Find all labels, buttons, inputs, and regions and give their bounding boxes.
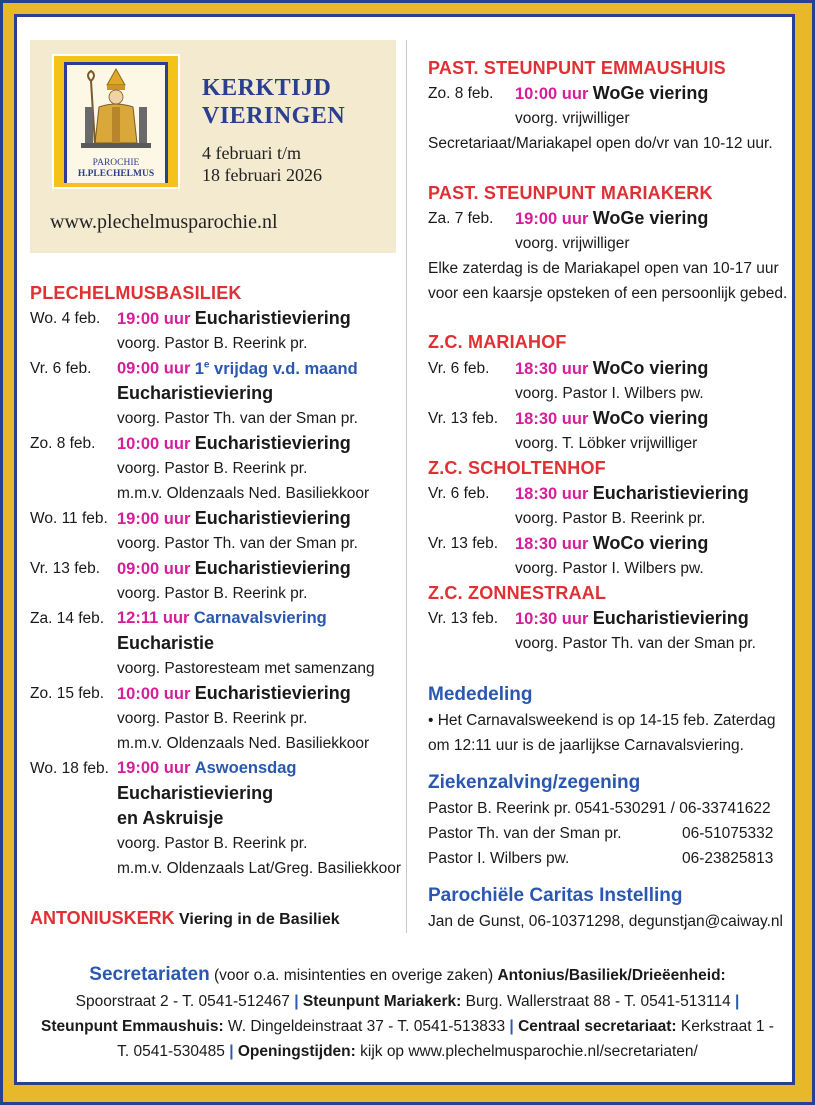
footer-line1	[30, 964, 785, 986]
ziekenzalving-title: Ziekenzalving/zegening	[428, 772, 641, 793]
event-line	[515, 408, 708, 429]
event-extra: Carnavalsviering	[193, 609, 327, 627]
event-title: WoCo viering	[592, 408, 709, 428]
footer-label: Centraal secretariaat:	[518, 1018, 677, 1035]
event-line	[515, 533, 708, 554]
event-title: Eucharistieviering	[194, 683, 351, 703]
event-title-2: en Askruisje	[117, 808, 224, 828]
section-title-basiliek: PLECHELMUSBASILIEK	[30, 283, 242, 303]
footer-label: Openingstijden:	[237, 1043, 356, 1060]
event-time: 10:00 uur	[515, 85, 589, 103]
event-presider: voorg. vrijwilliger	[515, 110, 630, 127]
event-choir: m.m.v. Oldenzaals Ned. Basiliekkoor	[117, 485, 370, 502]
event-presider: voorg. Pastor I. Wilbers pw.	[515, 560, 704, 577]
footer-line2	[30, 993, 785, 1011]
footer-title: Secretariaten	[89, 964, 210, 985]
antonius-line	[30, 908, 340, 929]
event-extra-num: 1	[194, 359, 204, 378]
event-title: Eucharistie	[117, 633, 215, 653]
website-link[interactable]: www.plechelmusparochie.nl	[50, 211, 278, 233]
footer-link[interactable]: kijk op www.plechelmusparochie.nl/secretariaten/	[355, 1043, 698, 1060]
footer-text: W. Dingeldeinstraat 37 - T. 0541-513833	[223, 1018, 510, 1035]
event-time: 18:30 uur	[515, 485, 589, 503]
event-presider: voorg. Pastor Th. van der Sman pr.	[117, 410, 358, 427]
event-date: Wo. 18 feb.	[30, 760, 109, 777]
event-date: Za. 7 feb.	[428, 210, 494, 227]
event-time: 18:30 uur	[515, 535, 589, 553]
event-line	[515, 208, 708, 229]
section-title-zonnestraal: Z.C. ZONNESTRAAL	[428, 583, 607, 603]
event-date: Vr. 6 feb.	[30, 360, 92, 377]
caritas-contact: Jan de Gunst, 06-10371298, degunstjan@caiway.nl	[428, 913, 783, 930]
event-presider: voorg. Pastor B. Reerink pr.	[117, 335, 308, 352]
event-date: Vr. 13 feb.	[428, 535, 499, 552]
column-divider	[406, 40, 407, 933]
event-line	[117, 683, 351, 704]
event-time: 09:00 uur	[117, 560, 191, 578]
footer-text: Spoorstraat 2 - T. 0541-512467	[75, 993, 295, 1010]
antonius-text: Viering in de Basiliek	[179, 911, 340, 928]
event-presider: voorg. Pastor B. Reerink pr.	[117, 585, 308, 602]
event-title: Eucharistieviering	[117, 783, 274, 803]
event-title: Eucharistieviering	[592, 608, 749, 628]
event-time: 10:30 uur	[515, 610, 589, 628]
event-presider: voorg. T. Löbker vrijwilliger	[515, 435, 698, 452]
event-time: 19:00 uur	[117, 310, 191, 328]
logo-line1: PAROCHIE	[92, 158, 140, 168]
event-line	[117, 308, 351, 329]
event-presider: voorg. Pastor I. Wilbers pw.	[515, 385, 704, 402]
bishop-figure-icon	[77, 67, 155, 149]
event-extra-text: vrijdag v.d. maand	[209, 359, 358, 378]
emmaus-note: Secretariaat/Mariakapel open do/vr van 10-12 uur.	[428, 135, 773, 152]
event-line	[117, 633, 214, 654]
event-choir: m.m.v. Oldenzaals Ned. Basiliekkoor	[117, 735, 370, 752]
event-line	[515, 358, 708, 379]
event-presider: voorg. Pastor B. Reerink pr.	[515, 510, 706, 527]
footer-label: Steunpunt Mariakerk:	[302, 993, 462, 1010]
event-presider: voorg. Pastoresteam met samenzang	[117, 660, 375, 677]
contact-name: Pastor B. Reerink pr.	[428, 800, 572, 817]
event-presider: voorg. Pastor Th. van der Sman pr.	[117, 535, 358, 552]
event-date: Vr. 13 feb.	[428, 410, 499, 427]
footer-label: Steunpunt Emmaushuis:	[41, 1018, 224, 1035]
event-date: Vr. 6 feb.	[428, 485, 490, 502]
event-title: WoGe viering	[592, 208, 709, 228]
event-date: Wo. 11 feb.	[30, 510, 108, 527]
footer-line4	[30, 1043, 785, 1061]
section-title-mariahof: Z.C. MARIAHOF	[428, 332, 567, 352]
event-title: Eucharistieviering	[194, 558, 351, 578]
event-line	[117, 383, 273, 404]
page-title-line2: VIERINGEN	[202, 103, 346, 129]
event-title: Eucharistieviering	[194, 508, 351, 528]
event-line	[117, 609, 327, 628]
section-title-scholtenhof: Z.C. SCHOLTENHOF	[428, 458, 606, 478]
event-date: Za. 14 feb.	[30, 610, 105, 627]
page-title-line1: KERKTIJD	[202, 75, 332, 101]
event-time: 10:00 uur	[117, 435, 191, 453]
logo-line2: H.PLECHELMUS	[77, 169, 155, 179]
contact-name: Pastor Th. van der Sman pr.	[428, 825, 622, 842]
event-line	[515, 83, 708, 104]
date-range-line1: 4 februari t/m	[202, 143, 301, 163]
event-line	[117, 558, 351, 579]
event-title: Eucharistieviering	[592, 483, 749, 503]
event-line	[515, 483, 749, 504]
event-line	[117, 808, 223, 829]
event-title: WoCo viering	[592, 533, 709, 553]
event-time: 19:00 uur	[117, 510, 191, 528]
contact-name: Pastor I. Wilbers pw.	[428, 850, 570, 867]
caritas-title: Parochiële Caritas Instelling	[428, 885, 683, 906]
event-presider: voorg. Pastor B. Reerink pr.	[117, 835, 308, 852]
event-title: WoGe viering	[592, 83, 709, 103]
event-title: Eucharistieviering	[194, 433, 351, 453]
event-date: Zo. 15 feb.	[30, 685, 105, 702]
mariakerk-note2: voor een kaarsje opsteken of een persoonlijk gebed.	[428, 285, 788, 302]
footer-intro: (voor o.a. misintenties en overige zaken)	[209, 967, 498, 984]
event-extra	[195, 360, 358, 378]
mededeling-title: Mededeling	[428, 684, 533, 705]
date-range-line2: 18 februari 2026	[202, 165, 322, 185]
event-time: 18:30 uur	[515, 360, 589, 378]
event-date: Zo. 8 feb.	[428, 85, 494, 102]
event-title: WoCo viering	[592, 358, 709, 378]
event-choir: m.m.v. Oldenzaals Lat/Greg. Basiliekkoor	[117, 860, 401, 877]
section-title-antonius: ANTONIUSKERK	[30, 908, 175, 928]
event-presider: voorg. vrijwilliger	[515, 235, 630, 252]
footer-separator: |	[509, 1018, 514, 1035]
footer-label: Antonius/Basiliek/Drieëenheid:	[497, 967, 726, 984]
event-time: 10:00 uur	[117, 685, 191, 703]
event-presider: voorg. Pastor B. Reerink pr.	[117, 460, 308, 477]
footer-text: Kerkstraat 1 -	[676, 1018, 774, 1035]
footer-separator: |	[735, 993, 740, 1010]
event-line	[117, 783, 273, 804]
event-line	[117, 359, 358, 379]
event-date: Wo. 4 feb.	[30, 310, 101, 327]
event-line	[117, 759, 296, 778]
event-date: Vr. 13 feb.	[30, 560, 101, 577]
event-date: Vr. 13 feb.	[428, 610, 499, 627]
event-presider: voorg. Pastor Th. van der Sman pr.	[515, 635, 756, 652]
event-extra-sup: e	[203, 359, 210, 370]
contact-phone: 06-51075332	[682, 825, 774, 842]
mededeling-line2: om 12:11 uur is de jaarlijkse Carnavalsviering.	[428, 737, 744, 754]
event-time: 18:30 uur	[515, 410, 589, 428]
contact-phone: 06-23825813	[682, 850, 774, 867]
event-time: 12:11 uur	[117, 609, 190, 627]
event-time: 09:00 uur	[117, 359, 191, 378]
footer-separator: |	[294, 993, 299, 1010]
footer-text: Burg. Wallerstraat 88 - T. 0541-513114	[461, 993, 736, 1010]
logo-frame	[64, 62, 168, 183]
event-time: 19:00 uur	[515, 210, 589, 228]
contact-phone: 0541-530291 / 06-33741622	[575, 800, 771, 817]
event-extra: Aswoensdag	[194, 759, 297, 777]
parish-logo	[52, 54, 180, 189]
event-line	[117, 508, 351, 529]
event-title: Eucharistieviering	[194, 308, 351, 328]
event-presider: voorg. Pastor B. Reerink pr.	[117, 710, 308, 727]
mariakerk-note1: Elke zaterdag is de Mariakapel open van 10-17 uur	[428, 260, 779, 277]
footer-separator: |	[229, 1043, 234, 1060]
mededeling-line1: • Het Carnavalsweekend is op 14-15 feb. Zaterdag	[428, 712, 776, 729]
footer-text: T. 0541-530485	[117, 1043, 230, 1060]
event-line	[117, 433, 351, 454]
event-line	[515, 608, 749, 629]
event-date: Zo. 8 feb.	[30, 435, 96, 452]
event-time: 19:00 uur	[117, 759, 191, 777]
event-date: Vr. 6 feb.	[428, 360, 490, 377]
footer-line3	[30, 1018, 785, 1036]
section-title-emmaus: PAST. STEUNPUNT EMMAUSHUIS	[428, 58, 726, 78]
event-title: Eucharistieviering	[117, 383, 274, 403]
section-title-mariakerk: PAST. STEUNPUNT MARIAKERK	[428, 183, 713, 203]
